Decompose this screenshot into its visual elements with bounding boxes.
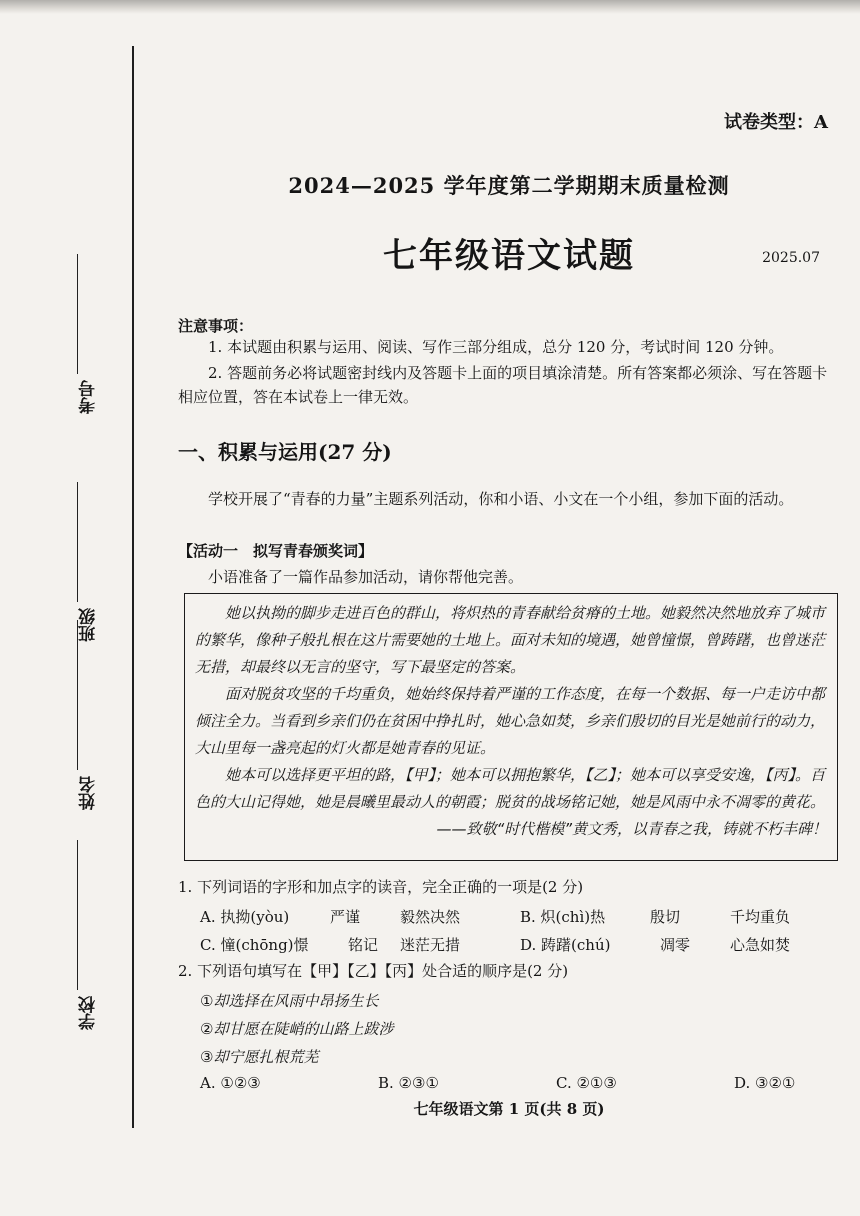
option-text: D. 踌躇(chú) xyxy=(520,936,611,954)
answer-option: B. ②③① xyxy=(378,1074,439,1092)
seal-line xyxy=(132,46,134,1128)
scan-edge xyxy=(0,0,860,14)
option-text: C. 憧(chōng)憬 xyxy=(200,936,309,954)
notice-item-2: 2. 答题前务必将试题密封线内及答题卡上面的项目填涂清楚。所有答案都必须涂、写在答题卡相应位置，答在本试卷上一律无效。 xyxy=(178,364,828,406)
question-1-stem: 1. 下列词语的字形和加点字的读音，完全正确的一项是(2 分) xyxy=(178,878,584,896)
passage-paragraph: 面对脱贫攻坚的千均重负，她始终保持着严谨的工作态度，在每一个数据、每一户走访中都倾注全力。当看到乡亲们仍在贫困中挣扎时，她心急如焚，乡亲们殷切的目光是她前行的动力，大山里每一盏亮起的灯火都是她青春的见证。 xyxy=(195,685,826,757)
question-2-stem: 2. 下列语句填写在【甲】【乙】【丙】处合适的顺序是(2 分) xyxy=(178,962,569,980)
subject-title: 七年级语文试题 xyxy=(383,236,635,276)
notice-item-1: 1. 本试题由积累与运用、阅读、写作三部分组成，总分 120 分，考试时间 120 分钟。 xyxy=(208,338,784,356)
seal-label-school: 学校 xyxy=(76,840,101,1030)
answer-option: D. ③②① xyxy=(734,1074,796,1092)
exam-title: 2024—2025 学年度第二学期期末质量检测 xyxy=(288,173,730,198)
option-text: 心急如焚 xyxy=(730,936,791,954)
answer-option: A. ①②③ xyxy=(200,1074,261,1092)
paper-type: 试卷类型：A xyxy=(724,112,828,133)
question-2-sentence: ③却宁愿扎根荒芜 xyxy=(200,1048,319,1066)
question-2-sentence: ①却选择在风雨中昂扬生长 xyxy=(200,992,379,1010)
activity-lead: 小语准备了一篇作品参加活动，请你帮他完善。 xyxy=(208,568,524,586)
section-intro: 学校开展了“青春的力量”主题系列活动，你和小语、小文在一个小组，参加下面的活动。 xyxy=(208,490,794,508)
option-text: 迷茫无措 xyxy=(400,936,461,954)
award-passage-box xyxy=(184,593,838,861)
option-text: A. 执拗(yòu) xyxy=(200,908,290,926)
passage-paragraph: 她以执拗的脚步走进百色的群山，将炽热的青春献给贫瘠的土地。她毅然决然地放弃了城市的繁华，像种子般扎根在这片需要她的土地上。面对未知的境遇，她曾憧憬，曾踌躇，也曾迷茫无措，却最终以无言的坚守，写下最坚定的答案。 xyxy=(195,604,826,676)
passage-signature: ——致敬“时代楷模”黄文秀，以青春之我，铸就不朽丰碑！ xyxy=(436,820,827,838)
exam-date: 2025.07 xyxy=(762,250,820,266)
seal-label-class: 班级 xyxy=(76,482,101,642)
activity-title: 【活动一 拟写青春颁奖词】 xyxy=(178,542,374,560)
notice-heading: 注意事项： xyxy=(178,317,254,335)
page-footer: 七年级语文第 1 页(共 8 页) xyxy=(413,1100,605,1118)
passage-paragraph: 她本可以选择更平坦的路，【甲】；她本可以拥抱繁华，【乙】；她本可以享受安逸，【丙】。百色的大山记得她，她是晨曦里最动人的朝霞；脱贫的战场铭记她，她是风雨中永不凋零的黄花。 xyxy=(195,766,826,811)
option-text: B. 炽(chì)热 xyxy=(520,908,606,926)
option-text: 凋零 xyxy=(660,936,691,954)
seal-label-name: 姓名 xyxy=(76,620,101,810)
option-text: 严谨 xyxy=(330,908,361,926)
option-text: 千均重负 xyxy=(730,908,791,926)
option-text: 铭记 xyxy=(348,936,379,954)
answer-option: C. ②①③ xyxy=(556,1074,617,1092)
section-title: 一、积累与运用(27 分) xyxy=(178,440,392,464)
seal-label-exam-number: 考号 xyxy=(76,254,101,414)
option-text: 毅然决然 xyxy=(400,908,461,926)
question-2-sentence: ②却甘愿在陡峭的山路上跋涉 xyxy=(200,1020,394,1038)
option-text: 殷切 xyxy=(650,908,681,926)
